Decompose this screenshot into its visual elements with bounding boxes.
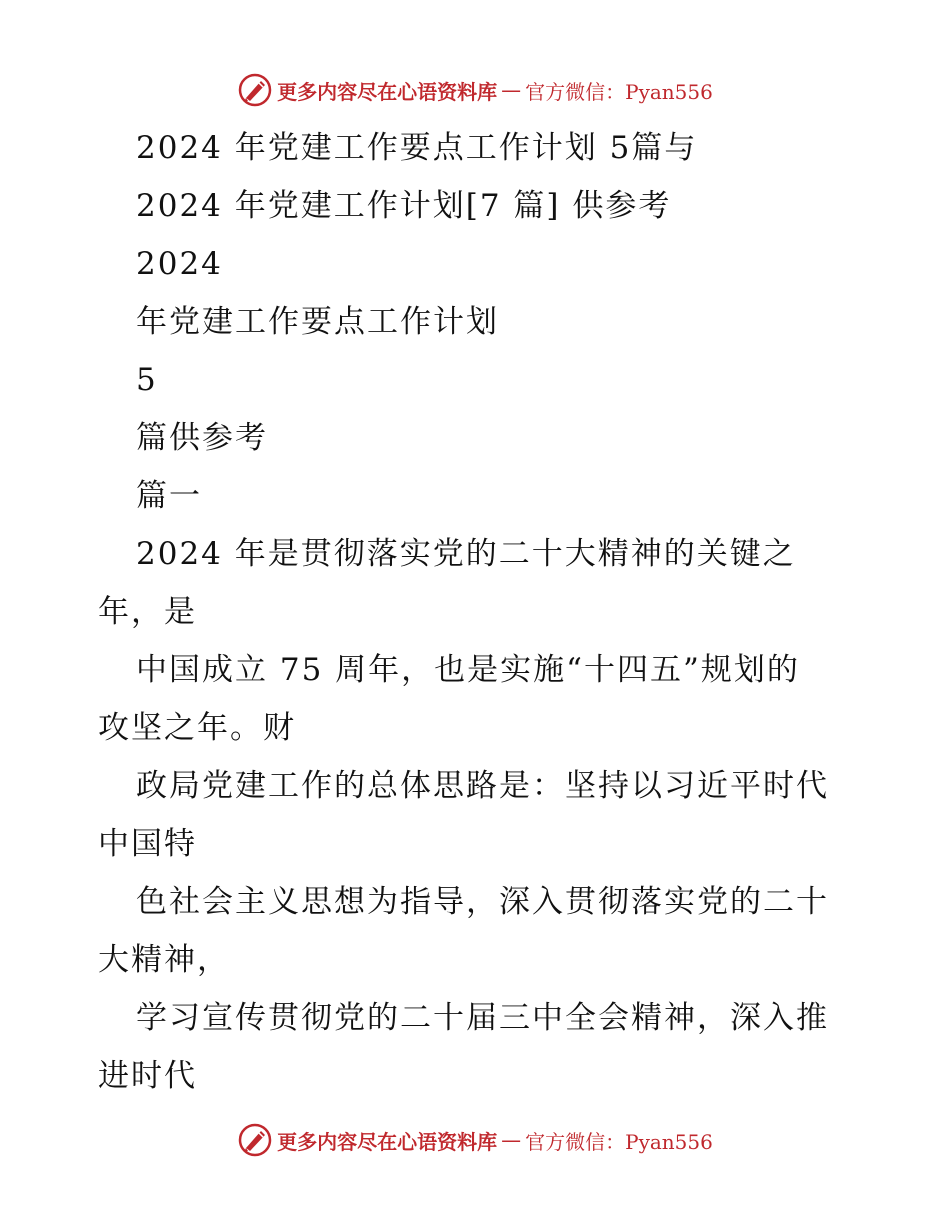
doc-line: 中国特 [98,826,197,862]
footer-watermark [0,1120,950,1160]
watermark-contact: 官方微信：Pyan556 [525,79,713,104]
doc-line: 篇供参考 [136,420,268,456]
doc-line: 攻坚之年。财 [98,710,296,746]
section-heading: 篇一 [136,478,202,514]
doc-line: 2024 年是贯彻落实党的二十大精神的关键之 [136,536,796,572]
doc-line: 进时代 [98,1058,197,1094]
watermark-text: 更多内容尽在心语资料库 [277,79,498,104]
watermark-separator: — [501,1128,522,1152]
watermark-contact: 官方微信：Pyan556 [525,1129,713,1154]
watermark-text: 更多内容尽在心语资料库 [277,1129,498,1154]
doc-line: 5 [136,362,158,398]
doc-line-title-2: 2024 年党建工作计划[7 篇] 供参考 [136,188,672,224]
doc-line: 中国成立 75 周年，也是实施“十四五”规划的 [136,652,800,688]
doc-line: 年党建工作要点工作计划 [136,304,499,340]
pen-logo-icon [237,1122,273,1158]
doc-line: 大精神， [98,942,230,978]
doc-line: 政局党建工作的总体思路是：坚持以习近平时代 [136,768,829,804]
watermark-separator: — [501,78,522,102]
doc-line: 年，是 [98,594,197,630]
doc-line: 学习宣传贯彻党的二十届三中全会精神，深入推 [136,1000,829,1036]
doc-line: 色社会主义思想为指导，深入贯彻落实党的二十 [136,884,829,920]
doc-line-title-1: 2024 年党建工作要点工作计划 5篇与 [136,130,698,166]
header-watermark [0,70,950,110]
pen-logo-icon [237,72,273,108]
doc-line: 2024 [136,246,223,282]
